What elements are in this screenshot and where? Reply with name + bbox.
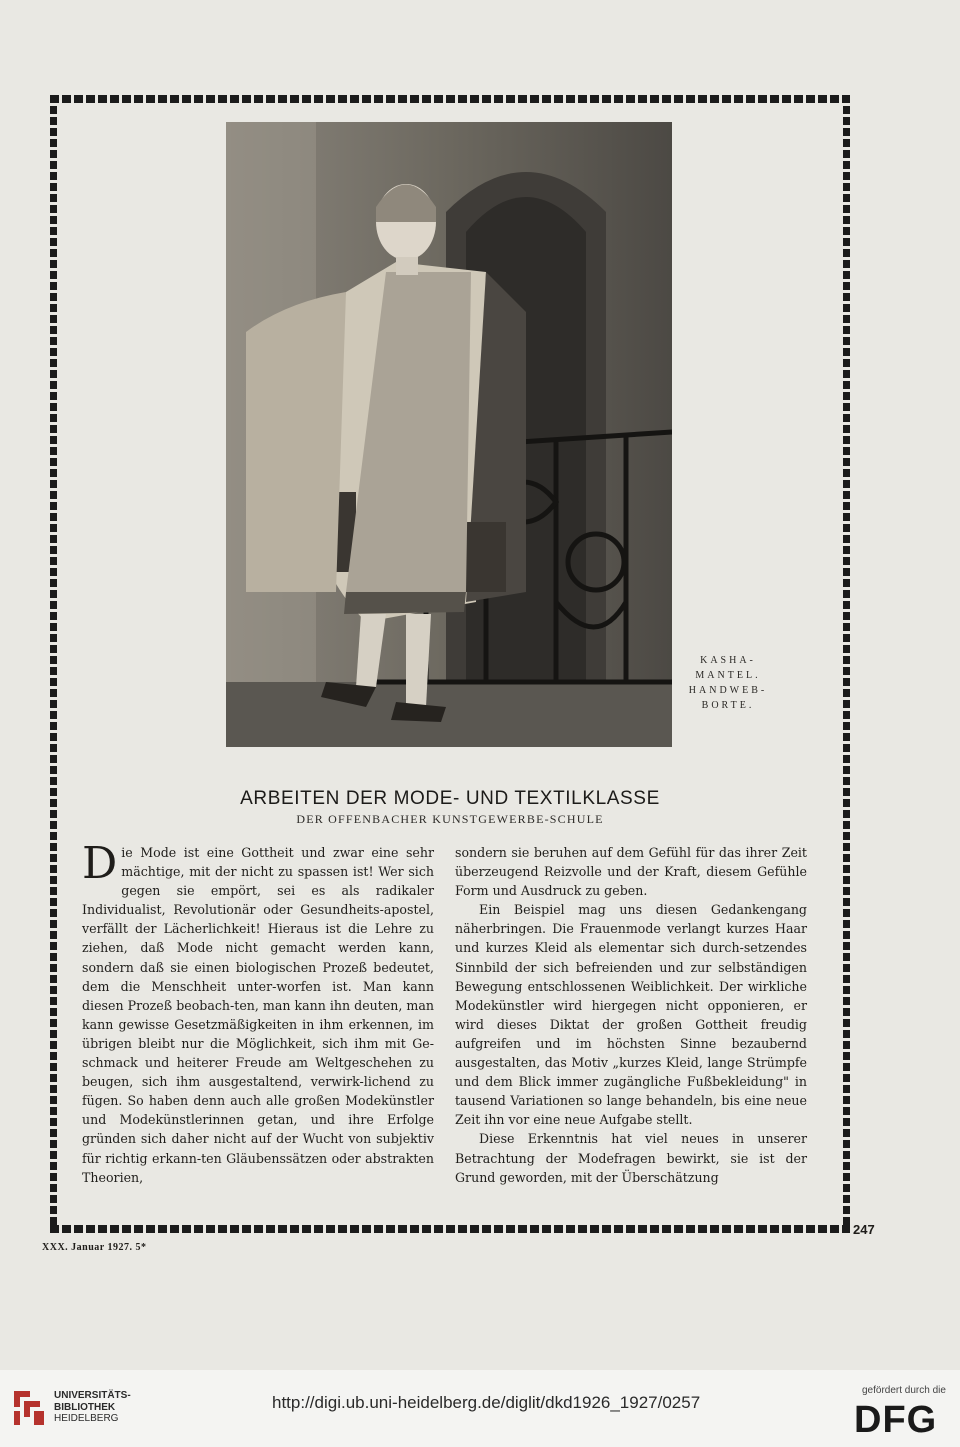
- paragraph: Diese Erkenntnis hat viel neues in unserer Betrachtung der Modefragen bewirkt, sie ist der Grund geworden, mit der Überschätzung: [455, 1131, 807, 1185]
- caption-line: HANDWEB-: [688, 685, 768, 696]
- frame-bottom-border: [50, 1225, 850, 1233]
- library-name-line: UNIVERSITÄTS-: [54, 1390, 131, 1401]
- article-column-right: [455, 843, 807, 1187]
- paragraph: sondern sie beruhen auf dem Gefühl für das ihrer Zeit überzeugend Reizvolle und der Kraft, diesem Gefühle Form und Ausdruck zu geben.: [455, 845, 807, 899]
- caption-line: KASHA-: [700, 655, 756, 666]
- caption-line: MANTEL.: [695, 670, 761, 681]
- library-name-line: HEIDELBERG: [54, 1413, 119, 1424]
- article-title: ARBEITEN DER MODE- UND TEXTILKLASSE: [240, 788, 660, 809]
- frame-left-border: [50, 95, 57, 1233]
- permalink-url[interactable]: http://digi.ub.uni-heidelberg.de/diglit/dkd1926_1927/0257: [272, 1393, 701, 1412]
- library-name-line: BIBLIOTHEK: [54, 1401, 116, 1413]
- photo-illustration: [226, 122, 672, 747]
- caption-line: BORTE.: [701, 700, 755, 711]
- issue-line: XXX. Januar 1927. 5*: [42, 1242, 147, 1253]
- digitization-footer: [0, 1370, 960, 1447]
- dfg-logo: DFG: [854, 1399, 938, 1441]
- frame-right-border: [843, 95, 850, 1233]
- page-number: 247: [853, 1222, 875, 1237]
- paragraph: ie Mode ist eine Gottheit und zwar eine sehr mächtige, mit der nicht zu spassen ist! Wer sich gegen sie empört, sei es als radikaler Individualist, Revolutionär oder Gesundheits-apostel, verfällt der Lächerlichkeit! Hieraus ist die Lehre zu ziehen, daß Mode nicht gemacht werden kann, sondern daß sie einen biologischen Prozeß bedeutet, dem die Menschheit unter-worfen ist. Man kann diesen Prozeß beobach-ten, man kann ihn deuten, man kann gewisse Gesetzmäßigkeiten in ihm erkennen, im übrigen bleibt nur die Möglichkeit, sich ihm mit Ge-schmack und heiterer Freude am Weltgeschehen zu beugen, sich ihm ausgestaltend, verwirk-lichend zu fügen. So haben denn auch alle großen Modekünstler und Modekünstlerinnen getan, und ihre Erfolge gründen sich daher nicht auf der Wucht von subjektiv für richtig erkann-ten Gläubenssätzen oder abstrakten Theorien,: [82, 845, 434, 1185]
- paragraph: Ein Beispiel mag uns diesen Gedankengang näherbringen. Die Frauenmode verlangt kurzes Haar und kurzes Kleid als elementar sich durch-setzendes Sinnbild der sich befreienden und zur selbständigen Bewegung entschlossenen Weiblichkeit. Der wirkliche Modekünstler wird hiergegen nicht opponieren, er wird dieses Diktat der großen Gottheit freudig aufgreifen und im höchsten Sinne bezaubernd ausgestalten, das Motiv „kurzes Kleid, lange Strümpfe und dem Blick immer zugängliche Fußbekleidung" in tausend Variationen so lange behandeln, bis eine neue Zeit ihn vor eine neue Aufgabe stellt.: [455, 902, 807, 1128]
- drop-cap: D: [82, 838, 118, 889]
- article-subtitle: DER OFFENBACHER KUNSTGEWERBE-SCHULE: [296, 812, 604, 826]
- article-column-left: [82, 838, 434, 1187]
- library-name: [54, 1390, 131, 1425]
- university-library-logo-icon: [10, 1387, 48, 1429]
- frame-top-border: [50, 95, 850, 103]
- photo-caption: [688, 653, 768, 713]
- funded-by-label: gefördert durch die: [862, 1385, 946, 1396]
- fashion-photograph: [226, 122, 672, 747]
